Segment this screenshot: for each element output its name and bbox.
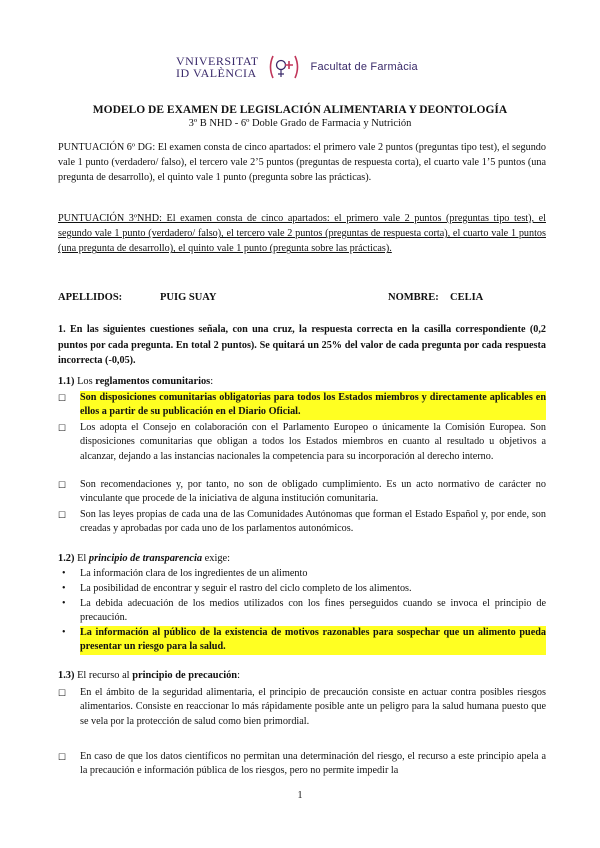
nombre-label: NOMBRE: [388,292,439,303]
question-lead: Los [77,376,93,387]
q11-option-3[interactable] [58,478,546,507]
question-term: principio de precaución [132,670,238,681]
option-text: Son disposiciones comunitarias obligatorias para todos los Estados miembros y directamente aplicables en ellos a partir de su publicación en el Diario Oficial. [80,391,546,420]
checkbox-icon[interactable]: ☐ [58,393,67,403]
checkbox-icon[interactable]: ☐ [58,423,67,433]
question-tail: exige: [204,553,231,564]
puntuacion-nhd: PUNTUACIÓN 3ºNHD: El examen consta de cinco apartados: el primero vale 2 puntos (preguntas tipo test), el segundo vale 1 punto (verdadero/ falso), el tercero vale 2 puntos (preguntas de respuesta corta), el cuarto vale 1 puntos (una pregunta de desarrollo), el quinto vale 1 punto (pregunta sobre las prácticas). [58,213,546,255]
option-text: La debida adecuación de los medios utilizados con los fines perseguidos cuando se invoca el principio de precaución. [80,598,546,624]
option-text: La información clara de los ingredientes de un alimento [80,568,308,579]
question-tail: : [237,670,240,681]
apellidos-label: APELLIDOS: [58,292,123,303]
exam-title: MODELO DE EXAMEN DE LEGISLACIÓN ALIMENTARIA Y DEONTOLOGÍA [92,104,508,116]
question-1-3-heading [58,670,240,681]
apellidos-value: PUIG SUAY [160,292,217,303]
checkbox-icon[interactable]: ☐ [58,510,67,520]
bullet-icon: • [62,568,66,579]
bullet-icon: • [62,627,66,638]
university-line-2: ID VALÈNCIA [176,66,257,80]
question-1-1-heading [58,376,213,387]
q11-option-4[interactable] [58,508,546,537]
nombre-value: CELIA [450,292,484,303]
exam-subtitle: 3º B NHD - 6º Doble Grado de Farmacia y Nutrición [188,118,412,129]
university-line-1: VNIVERSITAT [176,54,259,68]
bullet-icon: • [62,583,66,594]
question-1-2-heading [58,553,230,564]
q11-option-1[interactable] [58,391,546,420]
question-tail: : [210,376,214,387]
checkbox-icon[interactable]: ☐ [58,480,67,490]
question-term: reglamentos comunitarios [95,376,211,387]
question-number: 1.2) [58,553,75,564]
option-text: Los adopta el Consejo en colaboración con el Parlamento Europeo o únicamente la Comisión Europea. Son disposiciones comunitarias que obligan a todos los Estados miembros en cuanto al resultado u objetivos a alcanzar, dejando a las instancias nacionales la competencia para su incorporación al derecho interno. [80,422,546,462]
university-wordmark [176,55,259,79]
option-text: En el ámbito de la seguridad alimentaria, el principio de precaución consiste en actuar contra posibles riesgos alimentarios. Consiste en reaccionar lo más rápidamente posible ante un peligro para la salud humana puesto que se vela por la protección de salud como bien primordial. [80,687,546,727]
checkbox-icon[interactable]: ☐ [58,688,67,698]
option-text: La información al público de la existencia de motivos razonables para sospechar que un alimento pueda presentar un riesgo para la salud. [80,626,546,655]
puntuacion-dg: PUNTUACIÓN 6º DG: El examen consta de cinco apartados: el primero vale 2 puntos (preguntas tipo test), el segundo vale 1 punto (verdadero/ falso), el tercero vale 2’5 puntos (preguntas de respuesta corta), el cuarto vale 1’5 puntos (una pregunta de desarrollo), el quinto vale 1 punto (pregunta sobre las prácticas). [58,142,546,184]
header-logo [176,50,418,84]
option-text: Son recomendaciones y, por tanto, no son de obligado cumplimiento. Es un acto normativo de carácter no vinculante que procede de la iniciativa de alguna institución comunitaria. [80,479,546,505]
page-number: 1 [297,790,303,801]
faculty-emblem-icon [267,53,301,81]
question-1-instructions: 1. En las siguientes cuestiones señala, con una cruz, la respuesta correcta en la casilla correspondiente (0,2 puntos por cada pregunta. En total 2 puntos). Se quitará un 25% del valor de cada pregunta por cada respuesta incorrecta (-0,05). [58,324,546,366]
question-lead: El recurso al [77,670,130,681]
question-number: 1.1) [58,376,75,387]
option-text: En caso de que los datos científicos no permitan una determinación del riesgo, el recurso a este principio apela a la precaución e información pública de los riesgos, pero no permite impedir la [80,751,546,777]
bullet-icon: • [62,598,66,609]
q12-option-3[interactable] [58,597,546,626]
question-lead: El [77,553,87,564]
question-number: 1.3) [58,670,75,681]
q11-option-2[interactable] [58,421,546,464]
faculty-name: Facultat de Farmàcia [310,61,418,73]
checkbox-icon[interactable]: ☐ [58,752,67,762]
q12-option-1[interactable] [58,567,546,581]
option-text: La posibilidad de encontrar y seguir el rastro del ciclo completo de los alimentos. [80,583,412,594]
q12-option-2[interactable] [58,582,546,596]
q12-option-4[interactable] [58,626,546,655]
q13-option-1[interactable] [58,686,546,729]
q13-option-2[interactable] [58,750,546,779]
question-term: principio de transparencia [88,553,203,564]
option-text: Son las leyes propias de cada una de las Comunidades Autónomas que forman el Estado Español y, por ende, son creadas y aprobadas por cada uno de los parlamentos autonómicos. [80,509,546,535]
